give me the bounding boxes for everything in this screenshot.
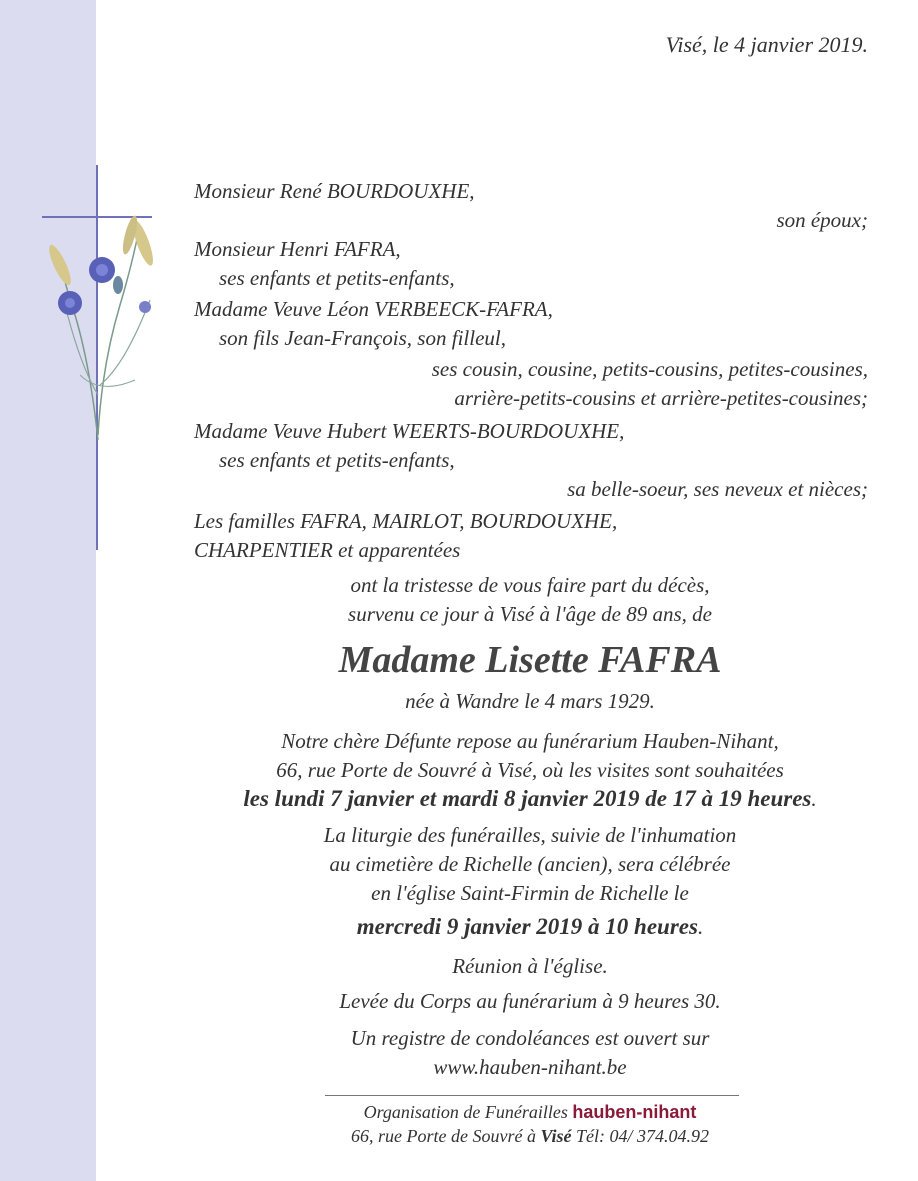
footer-divider [325,1095,739,1096]
family-line: CHARPENTIER et apparentées [194,538,461,562]
register-website: www.hauben-nihant.be [433,1055,627,1079]
family-line: ses enfants et petits-enfants, [219,266,455,290]
visit-period: . [811,787,817,811]
visit-times-line [200,786,860,812]
date-line: Visé, le 4 janvier 2019. [665,32,868,57]
family-line: Madame Veuve Léon VERBEECK-FAFRA, [194,297,553,321]
family-line: ses enfants et petits-enfants, [219,448,455,472]
announcement-line: survenu ce jour à Visé à l'âge de 89 ans, de [348,602,712,626]
family-line: Monsieur Henri FAFRA, [194,237,401,261]
cross-with-flowers-icon [40,165,160,550]
funeral-date-line [200,914,860,940]
brand-logo: hauben-nihant [572,1102,697,1122]
liturgy-line: au cimetière de Richelle (ancien), sera célébrée [329,852,731,876]
rest-line: Notre chère Défunte repose au funérarium Hauben-Nihant, [281,729,779,753]
rest-line: 66, rue Porte de Souvré à Visé, où les visites sont souhaitées [276,758,784,782]
family-line: arrière-petits-cousins et arrière-petites-cousines; [454,386,868,410]
family-line: ses cousin, cousine, petits-cousins, petites-cousines, [431,357,868,381]
footer-phone: Tél: 04/ 374.04.92 [575,1126,709,1146]
family-line: Madame Veuve Hubert WEERTS-BOURDOUXHE, [194,419,625,443]
announcement-line: ont la tristesse de vous faire part du décès, [350,573,710,597]
levee-line: Levée du Corps au funérarium à 9 heures 30. [339,989,721,1013]
family-line: son époux; [776,208,868,232]
footer-address-prefix: 66, rue Porte de Souvré à [351,1126,536,1146]
funeral-period: . [697,915,704,939]
family-line: sa belle-soeur, ses neveux et nièces; [567,477,868,501]
visit-times: les lundi 7 janvier et mardi 8 janvier 2019 de 17 à 19 heures [243,786,812,811]
footer-city: Visé [540,1126,572,1146]
footer-address [200,1125,860,1147]
footer-organisation [200,1101,860,1123]
register-line: Un registre de condoléances est ouvert sur [350,1026,710,1050]
liturgy-line: La liturgie des funérailles, suivie de l'inhumation [323,823,737,847]
birth-line: née à Wandre le 4 mars 1929. [405,689,655,713]
family-line: son fils Jean-François, son filleul, [219,326,506,350]
funeral-date: mercredi 9 janvier 2019 à 10 heures [356,914,698,939]
deceased-name: Madame Lisette FAFRA [338,639,722,681]
liturgy-line: en l'église Saint-Firmin de Richelle le [371,881,689,905]
family-line: Les familles FAFRA, MAIRLOT, BOURDOUXHE, [194,509,618,533]
reunion-line: Réunion à l'église. [452,954,608,978]
footer-organisation-text: Organisation de Funérailles [363,1102,568,1122]
family-line: Monsieur René BOURDOUXHE, [194,179,475,203]
